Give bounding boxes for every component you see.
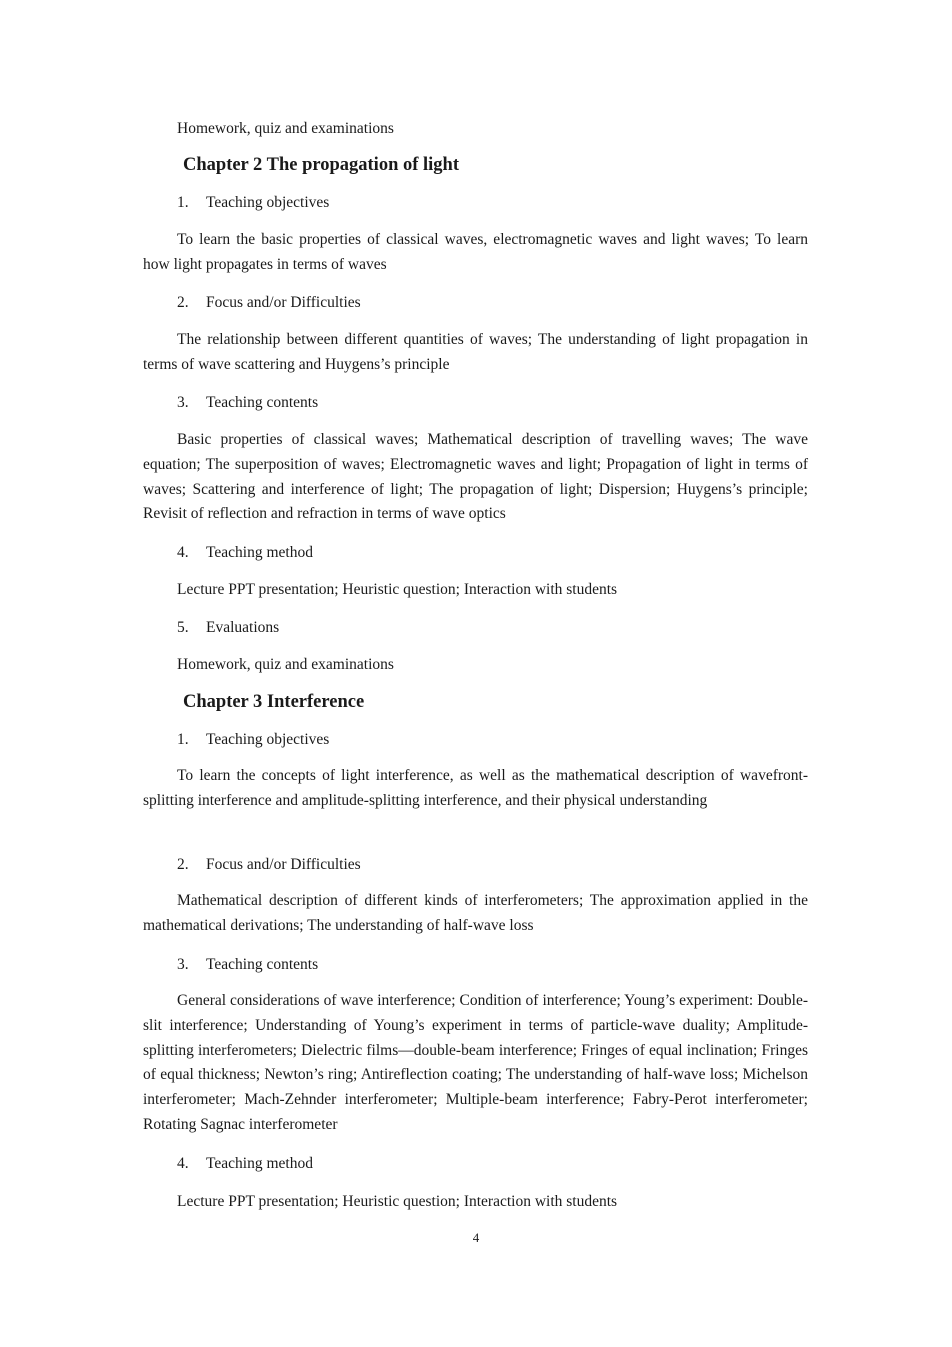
section-number: 4. bbox=[177, 1155, 189, 1172]
section-number: 3. bbox=[177, 394, 189, 411]
section-title: Teaching objectives bbox=[206, 194, 330, 211]
page-number: 4 bbox=[472, 1230, 480, 1245]
ch3-section-2-title bbox=[177, 852, 361, 877]
chapter-3-heading: Chapter 3 Interference bbox=[183, 692, 365, 712]
section-title: Focus and/or Difficulties bbox=[206, 856, 361, 873]
ch2-section-3-body: Basic properties of classical waves; Mathematical description of travelling waves; The wave equation; The superposition of waves; Electromagnetic waves and light; Propagation of light in terms of waves; Scattering and interference of light; The propagation of light; Dispersion; Huygens’s principle; Revisit of reflection and refraction in terms of wave optics bbox=[143, 431, 808, 523]
ch2-section-1-body: To learn the basic properties of classical waves, electromagnetic waves and light waves; To learn how light propagates in terms of waves bbox=[143, 231, 808, 273]
section-title: Teaching contents bbox=[206, 956, 319, 973]
ch2-section-3-title bbox=[177, 390, 318, 415]
ch2-section-2-title bbox=[177, 290, 361, 315]
section-number: 1. bbox=[177, 731, 189, 748]
ch3-section-1-body: To learn the concepts of light interference, as well as the mathematical description of wavefront-splitting interference and amplitude-splitting interference, and their physical understanding bbox=[143, 767, 808, 809]
ch2-section-5-title bbox=[177, 615, 279, 640]
ch3-section-4-title bbox=[177, 1151, 313, 1176]
ch2-section-4-body: Lecture PPT presentation; Heuristic question; Interaction with students bbox=[177, 581, 618, 598]
section-title: Focus and/or Difficulties bbox=[206, 294, 361, 311]
ch3-section-4-body: Lecture PPT presentation; Heuristic question; Interaction with students bbox=[177, 1193, 618, 1210]
section-title: Teaching objectives bbox=[206, 731, 330, 748]
ch3-section-3-title bbox=[177, 952, 318, 977]
evaluation-text: Homework, quiz and examinations bbox=[177, 120, 394, 137]
section-number: 2. bbox=[177, 294, 189, 311]
section-number: 2. bbox=[177, 856, 189, 873]
ch3-section-2-body: Mathematical description of different kinds of interferometers; The approximation applied in the mathematical derivations; The understanding of half-wave loss bbox=[143, 892, 808, 934]
section-number: 3. bbox=[177, 956, 189, 973]
section-number: 4. bbox=[177, 544, 189, 561]
section-title: Evaluations bbox=[206, 619, 280, 636]
ch3-section-1-title bbox=[177, 727, 329, 752]
chapter-2-heading: Chapter 2 The propagation of light bbox=[183, 155, 460, 175]
ch2-section-5-body: Homework, quiz and examinations bbox=[177, 656, 394, 673]
section-title: Teaching method bbox=[206, 1155, 313, 1172]
section-number: 1. bbox=[177, 194, 189, 211]
ch2-section-2-body: The relationship between different quantities of waves; The understanding of light propagation in terms of wave scattering and Huygens’s principle bbox=[143, 331, 808, 373]
section-title: Teaching contents bbox=[206, 394, 319, 411]
ch2-section-1-title bbox=[177, 190, 329, 215]
section-number: 5. bbox=[177, 619, 189, 636]
ch3-section-3-body: General considerations of wave interference; Condition of interference; Young’s experiment: Double-slit interference; Understanding of Young’s experiment in terms of particle-wave duality; Amplitude-splitting interferometers; Dielectric films—double-beam interference; Fringes of equal inclination; Fringes of equal thickness; Newton’s ring; Antireflection coating; The understanding of half-wave loss; Michelson interferometer; Mach-Zehnder interferometer; Multiple-beam interference; Fabry-Perot interferometer; Rotating Sagnac interferometer bbox=[143, 992, 808, 1133]
section-title: Teaching method bbox=[206, 544, 313, 561]
ch2-section-4-title bbox=[177, 540, 313, 565]
